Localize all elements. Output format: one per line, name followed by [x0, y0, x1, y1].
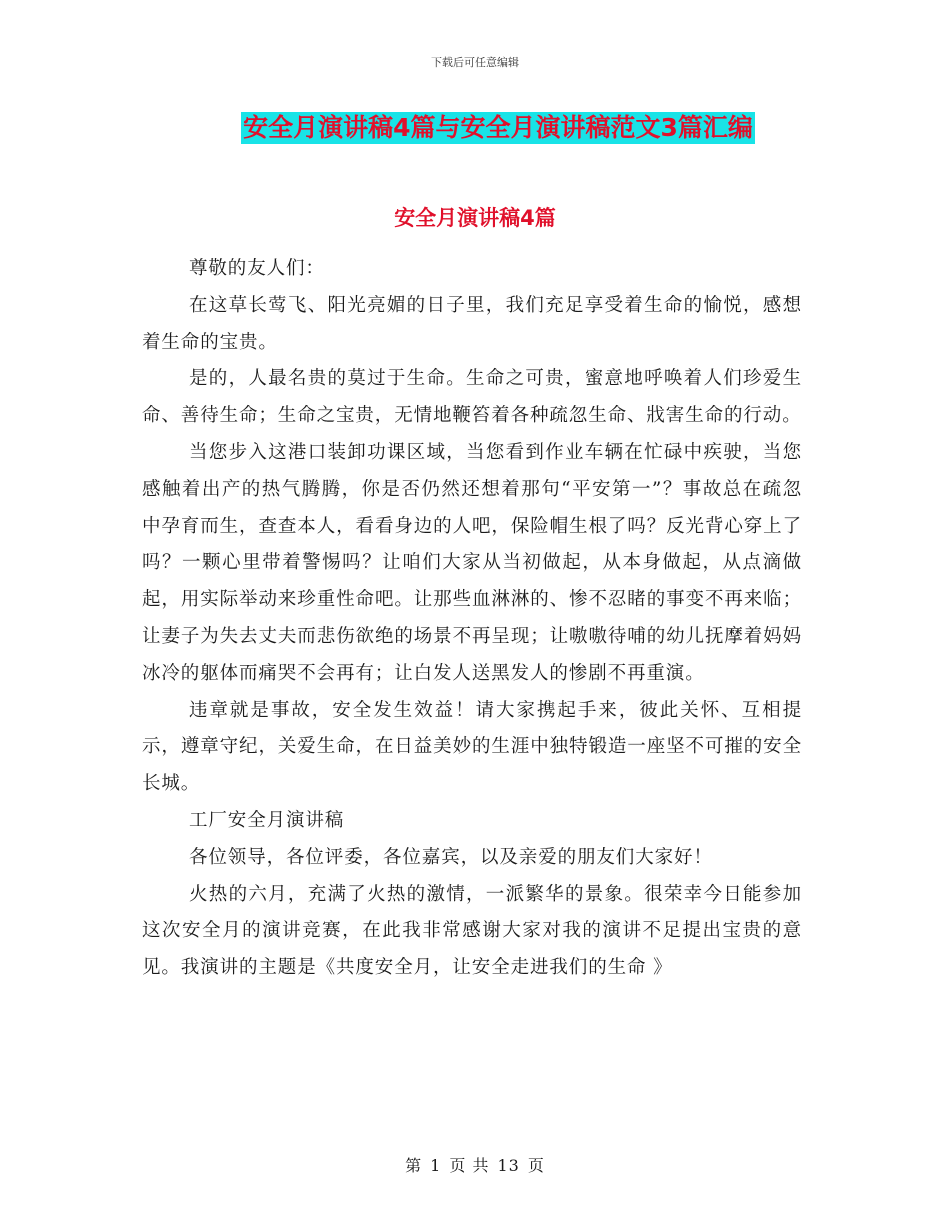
paragraph-subheading: 工厂安全月演讲稿 [189, 809, 345, 831]
footer-suffix: 页 [527, 1156, 545, 1175]
paragraph: 在这草长莺飞、阳光亮媚的日子里，我们充足享受着生命的愉悦，感想着生命的宝贵。 [142, 294, 802, 353]
page-footer [0, 1153, 950, 1176]
footer-prefix: 第 [405, 1156, 423, 1175]
body-text [142, 251, 802, 987]
paragraph-greeting: 各位领导，各位评委，各位嘉宾，以及亲爱的朋友们大家好！ [189, 846, 713, 868]
paragraph: 违章就是事故，安全发生效益！请大家携起手来，彼此关怀、互相提示，遵章守纪，关爱生命，在日益美妙的生涯中独特锻造一座坚不可摧的安全长城。 [142, 699, 802, 795]
header-note: 下载后可任意编辑 [431, 56, 519, 69]
footer-middle: 页 共 [449, 1156, 490, 1175]
paragraph: 是的，人最名贵的莫过于生命。生命之可贵，蜜意地呼唤着人们珍爱生命、善待生命；生命之宝贵，无情地鞭笞着各种疏忽生命、戕害生命的行动。 [142, 368, 802, 427]
footer-total-pages: 13 [497, 1156, 520, 1175]
document-title: 安全月演讲稿4篇与安全月演讲稿范文3篇汇编 [243, 113, 753, 142]
paragraph-salutation: 尊敬的友人们： [189, 258, 325, 279]
document-title-block [0, 112, 950, 144]
paragraph: 火热的六月，充满了火热的激情，一派繁华的景象。很荣幸今日能参加这次安全月的演讲竞赛，在此我非常感谢大家对我的演讲不足提出宝贵的意见。我演讲的主题是《共度安全月，让安全走进我们的生命 》 [142, 883, 802, 979]
footer-page-number: 1 [430, 1156, 442, 1175]
paragraph: 当您步入这港口装卸功课区域，当您看到作业车辆在忙碌中疾驶，当您感触着出产的热气腾腾，你是否仍然还想着那句“平安第一”？事故总在疏忽中孕育而生，查查本人，看看身边的人吧，保险帽生根了吗？反光背心穿上了吗？一颗心里带着警惕吗？让咱们大家从当初做起，从本身做起，从点滴做起，用实际举动来珍重性命吧。让那些血淋淋的、惨不忍睹的事变不再来临；让妻子为失去丈夫而悲伤欲绝的场景不再呈现；让嗷嗷待哺的幼儿抚摩着妈妈冰冷的躯体而痛哭不会再有；让白发人送黑发人的惨剧不再重演。 [142, 441, 802, 684]
section-title: 安全月演讲稿4篇 [394, 206, 556, 230]
